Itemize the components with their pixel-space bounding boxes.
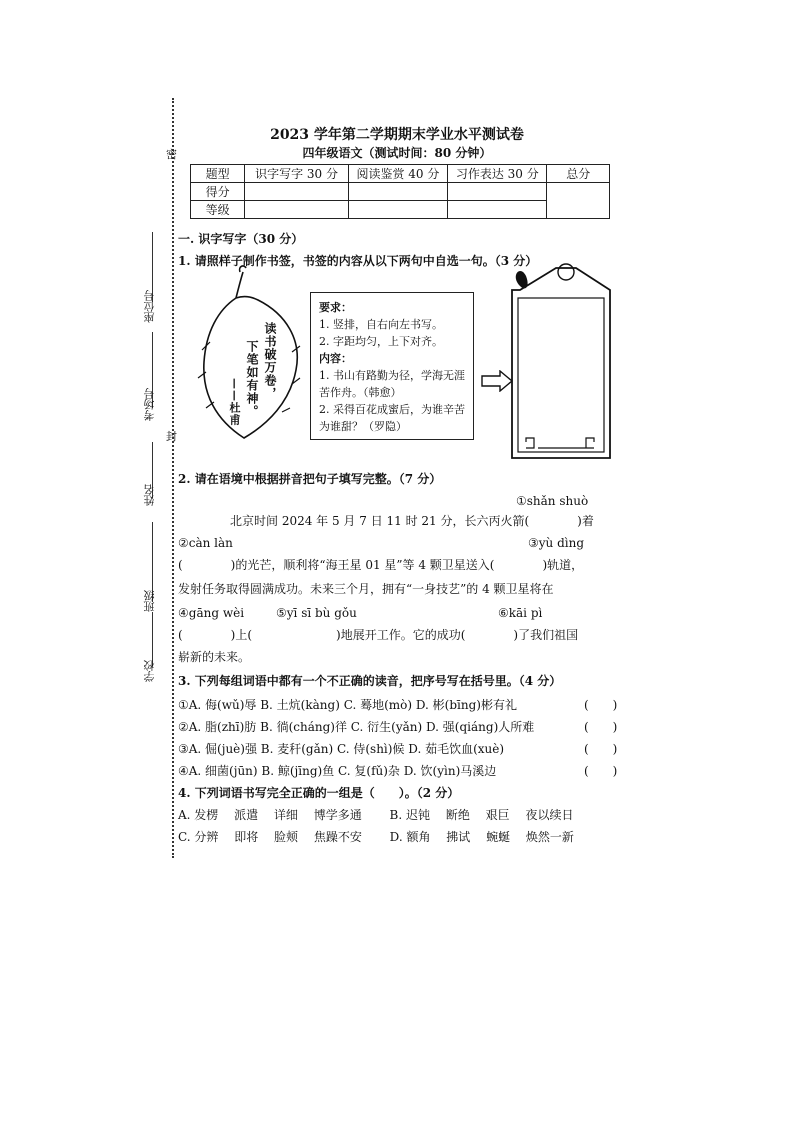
- grade-cell[interactable]: [348, 201, 447, 219]
- q4-options-row: A. 发楞 派遣 详细 博学多通 B. 迟钝 断绝 艰巨 夜以续日: [178, 808, 574, 822]
- pinyin-6: ⑥kāi pì: [498, 606, 543, 620]
- leaf-poem-author: ——杜甫: [228, 378, 241, 426]
- pinyin-2: ②càn làn: [178, 536, 233, 550]
- score-row-label: 等级: [191, 201, 245, 219]
- requirements-box: [310, 292, 474, 440]
- grade-cell[interactable]: [448, 201, 547, 219]
- q2-line-3: 发射任务取得圆满成功。未来三个月，拥有“一身技艺”的 4 颗卫星将在: [178, 582, 554, 596]
- answer-blank[interactable]: ( ): [584, 720, 618, 734]
- question-3: 3. 下列每组词语中都有一个不正确的读音，把序号写在括号里。（4 分）: [178, 674, 562, 688]
- name-label: 姓名: [143, 484, 156, 506]
- leaf-poem-col2: 下笔如有神。: [245, 340, 259, 418]
- leaf-stem: [240, 266, 246, 272]
- class-label: 班级: [143, 590, 156, 612]
- bookmark-writing-frame[interactable]: [506, 258, 618, 464]
- content-title: 内容：: [319, 352, 352, 365]
- exam-title: 2023 学年第二学期期末学业水平测试卷: [270, 127, 524, 143]
- score-table-header: 题型: [191, 165, 245, 183]
- seal-mark-mid: 封: [166, 430, 177, 443]
- q3-option-row: ①A. 侮(wǔ)辱 B. 土炕(kàng) C. 蓦地(mò) D. 彬(bīng)彬有礼: [178, 698, 517, 712]
- q3-option-row: ③A. 倔(juè)强 B. 麦秆(gǎn) C. 侍(shì)候 D. 茹毛饮血(xuè): [178, 742, 505, 756]
- score-table-header: 识字写字 30 分: [245, 165, 348, 183]
- req-title: 要求：: [319, 301, 352, 314]
- q2-line-2: ( )的光芒，顺利将“海王星 01 星”等 4 颗卫星送入( )轨道，: [178, 558, 584, 572]
- leaf-poem-col1: 读书破万卷，: [263, 322, 277, 400]
- score-table-header: 习作表达 30 分: [448, 165, 547, 183]
- score-table: [190, 164, 610, 219]
- pinyin-4: ④gāng wèi: [178, 606, 245, 620]
- score-cell[interactable]: [245, 183, 348, 201]
- question-1: 1. 请照样子制作书签，书签的内容从以下两句中自选一句。（3 分）: [178, 254, 538, 268]
- q3-option-row: ④A. 细菌(jūn) B. 鲸(jīng)鱼 C. 复(fǔ)杂 D. 饮(yìn)马溪边: [178, 764, 497, 778]
- q2-line-4: ( )上( )地展开工作。它的成功( )了我们祖国: [178, 628, 579, 642]
- score-table-header: 阅读鉴赏 40 分: [348, 165, 447, 183]
- binding-dotted-line: [172, 98, 174, 858]
- q2-line-1: 北京时间 2024 年 5 月 7 日 11 时 21 分，长六丙火箭( )着: [230, 514, 594, 528]
- hang-hole-icon: [558, 264, 574, 280]
- total-score-cell[interactable]: [547, 183, 610, 219]
- pinyin-1: ①shǎn shuò: [516, 494, 589, 508]
- q2-line-5: 崭新的未来。: [178, 650, 251, 664]
- q4-options-row: C. 分辨 即将 脸颊 焦躁不安 D. 额角 拂试 蜿蜒 焕然一新: [178, 830, 574, 844]
- question-2: 2. 请在语境中根据拼音把句子填写完整。（7 分）: [178, 472, 442, 486]
- score-table-row: [191, 201, 610, 219]
- seat-label: 座位号: [143, 290, 156, 323]
- section-heading: 一. 识字写字（30 分）: [178, 232, 304, 246]
- score-table-header: 总分: [547, 165, 610, 183]
- school-line: [152, 612, 153, 666]
- score-table-row: [191, 183, 610, 201]
- q3-option-row: ②A. 脂(zhī)肪 B. 徜(cháng)徉 C. 衍生(yǎn) D. 强(qiáng)人所难: [178, 720, 535, 734]
- content-item: 1. 书山有路勤为径，学海无涯苦作舟。（韩愈）: [319, 369, 465, 399]
- content-item: 2. 采得百花成蜜后，为谁辛苦为谁甜？（罗隐）: [319, 403, 465, 433]
- req-item: 1. 竖排，自右向左书写。: [319, 318, 443, 331]
- score-table-header-row: [191, 165, 610, 183]
- answer-blank[interactable]: ( ): [584, 742, 618, 756]
- pinyin-5: ⑤yī sī bù gǒu: [276, 606, 357, 620]
- exam-subtitle: 四年级语文（测试时间：80 分钟）: [302, 146, 492, 160]
- score-row-label: 得分: [191, 183, 245, 201]
- answer-blank[interactable]: ( ): [584, 698, 618, 712]
- score-cell[interactable]: [448, 183, 547, 201]
- score-cell[interactable]: [348, 183, 447, 201]
- exam-room-label: 考场号: [143, 388, 156, 421]
- question-4: 4. 下列词语书写完全正确的一组是（ ）。（2 分）: [178, 786, 460, 800]
- grade-cell[interactable]: [245, 201, 348, 219]
- frame-pattern: [526, 438, 594, 448]
- pinyin-3: ③yù dìng: [528, 536, 585, 550]
- school-label: 学校: [143, 660, 156, 682]
- req-item: 2. 字距均匀，上下对齐。: [319, 335, 443, 348]
- seal-mark-top: 密: [166, 148, 177, 161]
- answer-blank[interactable]: ( ): [584, 764, 618, 778]
